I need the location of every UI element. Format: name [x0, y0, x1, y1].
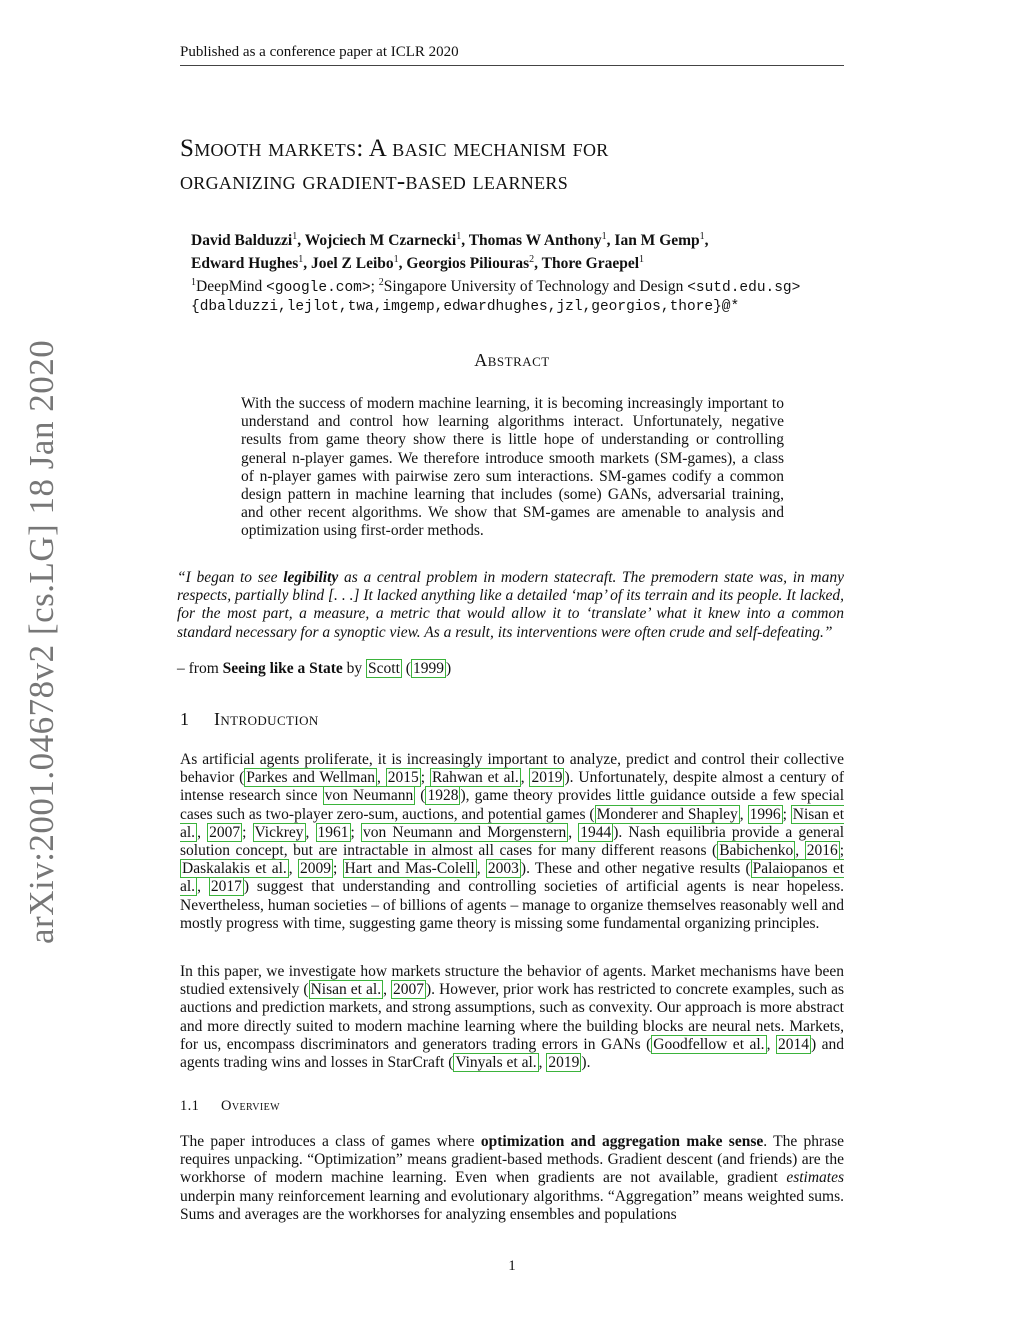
paragraph-text: ,	[305, 823, 316, 841]
paragraph-text: ,	[795, 842, 805, 860]
citation-link[interactable]: Palaiopanos et al.	[180, 860, 845, 896]
quote-pre: “I began to see	[177, 569, 284, 586]
aff1-text: DeepMind	[196, 278, 267, 296]
affiliations	[191, 273, 911, 298]
author-separator: ,	[461, 232, 469, 250]
citation-link[interactable]: Nisan et al.	[180, 805, 844, 841]
author-separator: ,	[534, 255, 542, 273]
author-block	[191, 227, 911, 317]
citation-link[interactable]: 2019	[531, 769, 563, 787]
overview-pre: The paper introduces a class of games where	[180, 1133, 481, 1150]
running-header: Published as a conference paper at ICLR 2020	[180, 44, 844, 66]
citation-link[interactable]: Vickrey	[254, 823, 304, 841]
citation-link[interactable]: 1996	[749, 805, 781, 823]
paragraph-text: ;	[242, 823, 253, 841]
citation-link[interactable]: 2019	[548, 1054, 580, 1072]
citation-link[interactable]: Nisan et al.	[310, 981, 382, 999]
citation-link[interactable]: Hart and Mas-Colell	[344, 860, 475, 878]
author-emails: {dbalduzzi,lejlot,twa,imgemp,edwardhughes,jzl,georgios,thore}@*	[191, 299, 740, 316]
subsection-number: 1.1	[180, 1098, 200, 1114]
title-line-2: organizing gradient-based learners	[180, 168, 569, 195]
authors-line-2	[191, 250, 911, 273]
paragraph-text: ,	[538, 1054, 547, 1072]
paper-title	[180, 132, 860, 198]
subsection-title: Overview	[221, 1098, 280, 1114]
citation-link[interactable]: Parkes and Wellman	[246, 769, 375, 787]
citation-link[interactable]: 2016	[806, 842, 838, 860]
paragraph-text: ) and agents trading wins and losses in StarCraft (	[180, 1035, 844, 1072]
paragraph-text: ,	[197, 823, 208, 841]
paragraph-text: ;	[350, 823, 361, 841]
overview-bold: optimization and aggregation make sense	[480, 1133, 764, 1150]
author-name: David Balduzzi	[191, 232, 293, 250]
section-number: 1	[180, 709, 190, 729]
overview-paragraph	[180, 1133, 844, 1224]
paragraph-text: ,	[476, 860, 486, 878]
epigraph-quote	[177, 569, 844, 642]
citation-link[interactable]: Vinyals et al.	[455, 1054, 537, 1072]
author-affiliation-mark: 1	[699, 231, 705, 242]
paragraph-text: ).	[581, 1054, 591, 1072]
paragraph-text: ;	[332, 860, 343, 878]
citation-link[interactable]: Babichenko	[719, 842, 794, 860]
abstract-text: With the success of modern machine learning, it is becoming increasingly important to understand and control how learning algorithms interact. Unfortunately, negative results from game theory show there is little hope of understanding or controlling general n-player games. We therefore introduce smooth markets (SM-games), a class of n-player games with pairwise zero sum interactions. SM-games codify a common design pattern in machine learning that includes (some) GANs, adversarial training, and other recent algorithms. We show that SM-games are amenable to analysis and optimization using first-order methods.	[241, 395, 784, 540]
title-line-1: Smooth markets: A basic mechanism for	[180, 135, 609, 162]
overview-mid: . The phrase requires unpacking. “Optimization” means gradient-based methods. Gradient descent (and friends) are the workhorse of modern machine learning. Even when gradients are not available, gradient	[180, 1133, 844, 1187]
author-name: Ian M Gemp	[614, 232, 700, 250]
citation-link[interactable]: von Neumann	[324, 787, 414, 805]
citation-link[interactable]: 2017	[210, 878, 242, 896]
quote-bold: legibility	[283, 569, 339, 586]
paragraph-text: ,	[520, 769, 530, 787]
author-separator: ,	[606, 232, 615, 250]
authors-line-1	[191, 227, 911, 250]
paragraph-text: ), game theory provides little guidance outside a few special cases such as two-player zero-sum, auctions, and potential games (	[180, 787, 844, 823]
aff-separator: ;	[370, 278, 379, 296]
paragraph-text: ). These and other negative results (	[520, 860, 751, 878]
citation-link[interactable]: 2009	[299, 860, 331, 878]
author-separator: ,	[704, 232, 709, 250]
author-name: Edward Hughes	[191, 255, 299, 273]
paragraph-text: In this paper, we investigate how markets structure the behavior of agents. Market mechanisms have been studied extensively (	[180, 963, 844, 999]
citation-link[interactable]: 1944	[580, 823, 612, 841]
overview-italic: estimates	[786, 1169, 844, 1187]
citation-link[interactable]: Scott	[368, 660, 400, 677]
author-name: Wojciech M Czarnecki	[304, 232, 457, 250]
author-affiliation-mark: 2	[529, 254, 535, 266]
author-name: Georgios Piliouras	[406, 255, 530, 273]
paragraph-text: ). Unfortunately, despite almost a century of intense research since	[180, 769, 845, 805]
section-title: Introduction	[214, 709, 319, 729]
author-affiliation-mark: 1	[639, 254, 645, 266]
citation-link[interactable]: Monderer and Shapley	[596, 805, 738, 823]
intro-paragraph-1	[180, 751, 844, 933]
paragraph-text: ,	[377, 769, 386, 787]
page-number: 1	[508, 1258, 516, 1274]
citation-link[interactable]: von Neumann and Morgenstern	[363, 823, 567, 841]
paragraph-text: ;	[782, 805, 791, 823]
citation-link[interactable]: 2007	[393, 981, 424, 999]
aff2-email: <sutd.edu.sg>	[687, 280, 801, 297]
paragraph-text: ,	[288, 860, 298, 878]
author-name: Thomas W Anthony	[468, 232, 602, 250]
paragraph-text: As artificial agents proliferate, it is increasingly important to analyze, predict and control their collective behavior (	[180, 751, 844, 787]
author-separator: ,	[303, 255, 311, 273]
attr-by: by	[342, 660, 367, 677]
citation-link[interactable]: 2007	[209, 823, 241, 841]
overview-post: underpin many reinforcement learning and evolutionary algorithms. “Aggregation” means weighted sums. Sums and averages are the workhorses for analyzing ensembles and populations	[180, 1187, 844, 1223]
attr-book: Seeing like a State	[222, 660, 343, 677]
author-name: Joel Z Leibo	[311, 255, 394, 273]
epigraph-attribution: – from Seeing like a State by Scott ( 1999 )	[177, 660, 452, 677]
paragraph-text: ;	[839, 842, 844, 860]
abstract-heading: Abstract	[474, 350, 550, 370]
paragraph-text: ,	[568, 823, 579, 841]
aff1-sup: 1	[191, 277, 196, 289]
author-affiliation-mark: 1	[601, 231, 607, 242]
aff2-sup: 2	[378, 277, 384, 289]
subsection-heading	[180, 1098, 280, 1115]
attr-pre: – from	[177, 660, 223, 677]
citation-link[interactable]: 1999	[412, 660, 444, 677]
arxiv-stamp: arXiv:2001.04678v2 [cs.LG] 18 Jan 2020	[22, 339, 61, 944]
quote-post: as a central problem in modern statecraft. The premodern state was, in many respects, partially blind [. . .] It lacked anything like a detailed ‘map’ of its terrain and its people. It lacked, for the most part, a measure, a metric that would allow it to ‘translate’ what it knew into a common standard necessary for a synoptic view. As a result, its interventions were often crude and self-defeating.”	[177, 569, 844, 641]
citation-link[interactable]: 2015	[387, 769, 419, 787]
author-affiliation-mark: 1	[456, 231, 462, 242]
author-affiliation-mark: 1	[393, 254, 399, 266]
citation-link[interactable]: Daskalakis et al.	[182, 860, 287, 878]
paragraph-text: ,	[383, 981, 391, 999]
paragraph-text: ;	[420, 769, 430, 787]
author-affiliation-mark: 1	[292, 231, 298, 242]
citation-link[interactable]: 2014	[777, 1035, 809, 1053]
paragraph-text: ,	[197, 878, 209, 896]
paragraph-text: ) suggest that understanding and controlling societies of artificial agents is near hopeless. Nevertheless, human societies – of billions of agents – manage to organize themselves reasonably well and mostly progress with time, suggesting game theory is missing some fundamental organizing principles.	[180, 878, 844, 932]
author-affiliation-mark: 1	[298, 254, 304, 266]
paragraph-text: ,	[739, 805, 748, 823]
citation-link[interactable]: 1928	[427, 787, 459, 805]
author-separator: ,	[297, 232, 305, 250]
citation-link[interactable]: 2003	[487, 860, 519, 878]
paragraph-text: ,	[766, 1035, 776, 1053]
paragraph-text: ). Nash equilibria provide a general solution concept, but are intractable in almost all cases for many different reasons (	[180, 823, 845, 860]
aff1-email: <google.com>	[266, 280, 371, 297]
author-separator: ,	[398, 255, 407, 273]
citation-link[interactable]: 1961	[317, 823, 349, 841]
paragraph-text: ). However, prior work has restricted to concrete examples, such as auctions and prediction markets, and strong assumptions, such as convexity. Our approach is more abstract and more directly suited to modern machine learning where the building blocks are neural nets. Markets, for us, encompass discriminators and generators trading errors in GANs (	[180, 981, 845, 1053]
paragraph-text: (	[415, 787, 426, 805]
section-heading	[180, 709, 319, 730]
intro-paragraph-2	[180, 963, 844, 1072]
author-name: Thore Graepel	[541, 255, 640, 273]
citation-link[interactable]: Goodfellow et al.	[653, 1035, 765, 1053]
aff2-text: Singapore University of Technology and Design	[383, 278, 688, 296]
citation-link[interactable]: Rahwan et al.	[431, 769, 519, 787]
